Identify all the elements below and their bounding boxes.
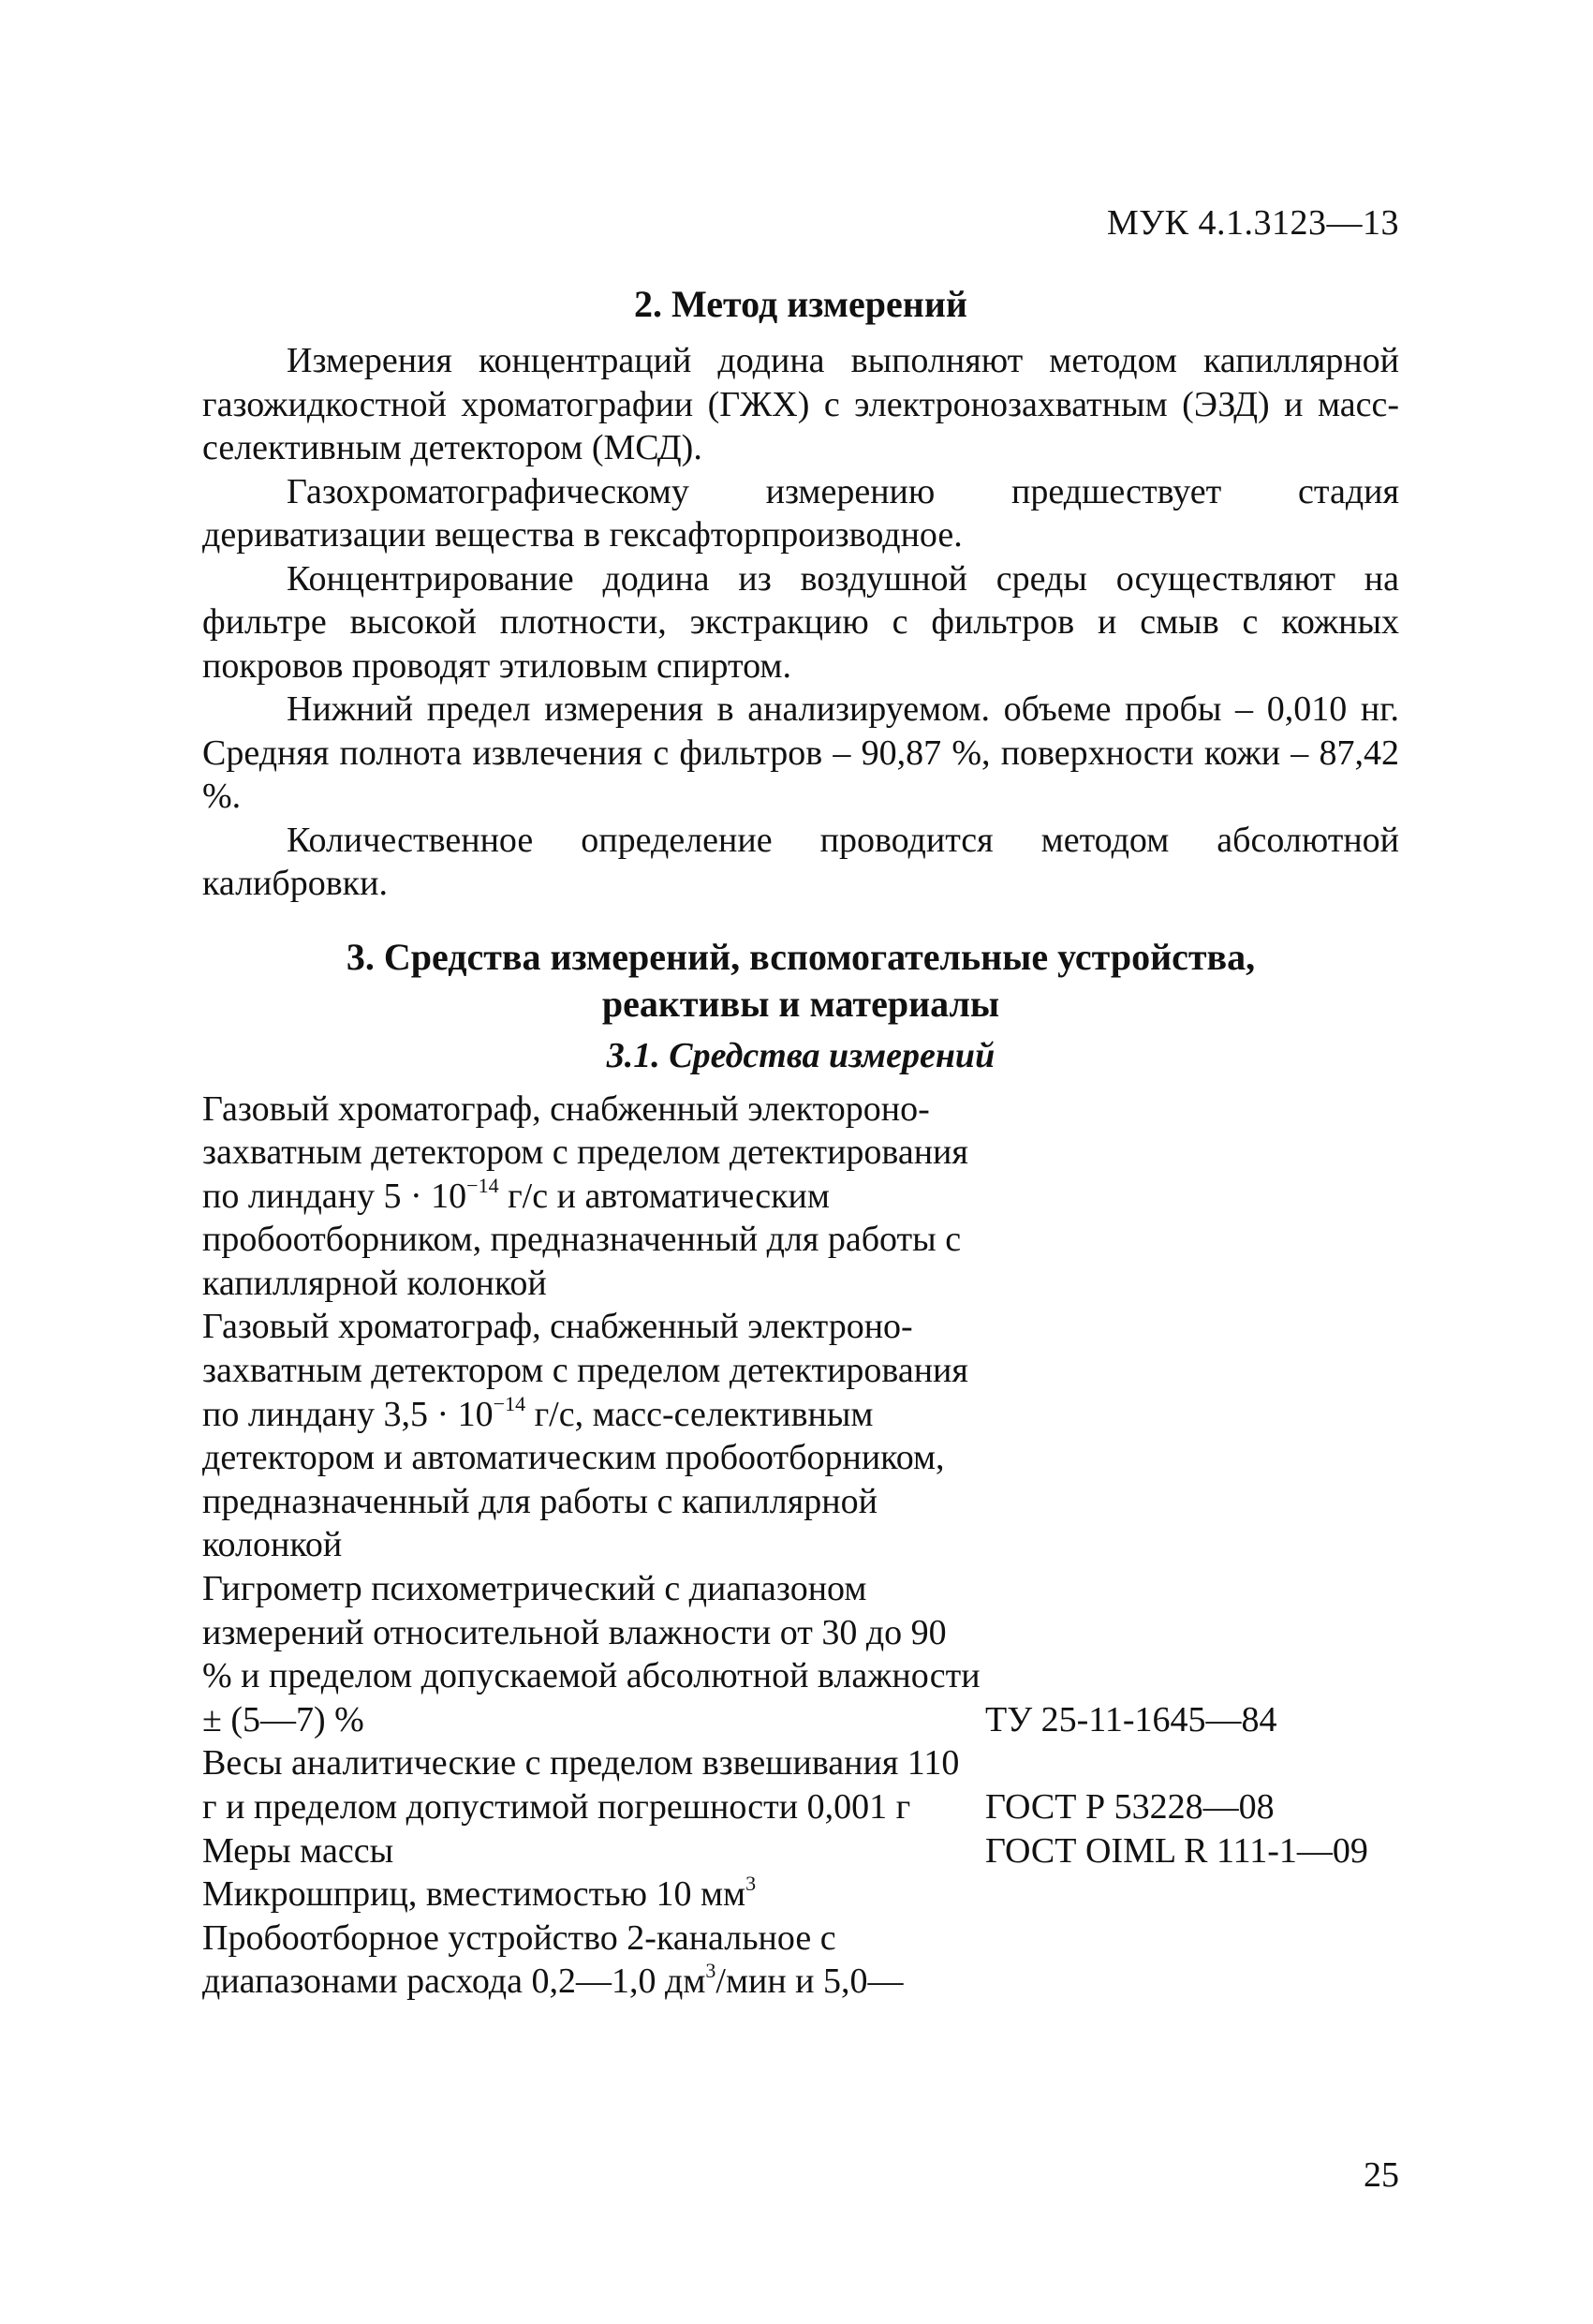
section-2-paragraph-1: Измерения концентраций додина выполняют методом капиллярной газожидкостной хроматографии (ГЖХ) с электронозахватным (ЭЗД) и масс-селективным детектором (МСД). <box>202 341 1399 467</box>
instrument-row <box>202 1873 1399 1917</box>
instrument-text-continued: /мин и 5,0— <box>715 1961 904 2002</box>
superscript: 3 <box>705 1959 716 1983</box>
instrument-description <box>202 1088 981 1306</box>
superscript: −14 <box>493 1391 526 1415</box>
instrument-row <box>202 1917 1399 2004</box>
subsection-3-1-title: 3.1. Средства измерений <box>606 1035 996 1075</box>
instrument-text: Весы аналитические с пределом взвешивания 110 г и пределом допустимой погрешности 0,001 г <box>202 1743 960 1827</box>
section-3-title-line-1: 3. Средства измерений, вспомогательные устройства, <box>346 935 1256 978</box>
instrument-row <box>202 1088 1399 1306</box>
instrument-row <box>202 1829 1399 1873</box>
instruments-list <box>202 1088 1399 2004</box>
instrument-description <box>202 1305 981 1567</box>
superscript: −14 <box>466 1173 499 1197</box>
instrument-text: Газовый хроматограф, снабженный электоронозахватным детектором с пределом детектирования по линдану 5 · 10 <box>202 1088 968 1216</box>
instrument-standard: ГОСТ OIML R 111-1—09 <box>985 1830 1368 1871</box>
superscript: 3 <box>745 1872 757 1896</box>
instrument-row <box>202 1305 1399 1567</box>
document-code: МУК 4.1.3123—13 <box>1106 203 1399 243</box>
instrument-text: Гигрометр психометрический с диапазоном измерений относительной влажности от 30 до 90 % и пределом допускаемой абсолютной влажности ± (5—7) % <box>202 1569 981 1739</box>
section-2-paragraph-3: Концентрирование додина из воздушной среды осуществляют на фильтре высокой плотности, экстракцию с фильтров и смыв с кожных покровов проводят этиловым спиртом. <box>202 558 1399 686</box>
instrument-standard: ГОСТ Р 53228—08 <box>985 1787 1275 1827</box>
instrument-row <box>202 1741 1399 1828</box>
section-2-paragraph-5: Количественное определение проводится методом абсолютной калибровки. <box>202 820 1399 903</box>
instrument-text: Меры массы <box>202 1830 394 1871</box>
instrument-text-continued: г/с, масс-селективным детектором и автоматическим пробоотборником, предназначенный для работы с капиллярной колонкой <box>202 1394 945 1565</box>
instrument-description <box>202 1917 981 2004</box>
instrument-text-continued: г/с и автоматическим пробоотборником, предназначенный для работы с капиллярной колонкой <box>202 1176 962 1303</box>
section-2-title: 2. Метод измерений <box>634 283 967 325</box>
section-2-paragraph-4: Нижний предел измерения в анализируемом. объеме пробы – 0,010 нг. Средняя полнота извлечения с фильтров – 90,87 %, поверхности кожи – 87,42 %. <box>202 689 1399 816</box>
section-3-title-line-2: реактивы и материалы <box>601 982 1000 1025</box>
instrument-text: Газовый хроматограф, снабженный электронозахватным детектором с пределом детектирования по линдану 3,5 · 10 <box>202 1307 968 1434</box>
section-2-paragraph-2: Газохроматографическому измерению предшествует стадия дериватизации вещества в гексафторпроизводное. <box>202 471 1399 555</box>
instrument-row <box>202 1567 1399 1741</box>
instrument-description <box>202 1741 981 1828</box>
instrument-standard: ТУ 25-11-1645—84 <box>985 1699 1277 1739</box>
section-3-title <box>202 934 1399 1028</box>
page-number: 25 <box>1364 2155 1399 2195</box>
page-content <box>202 281 1399 2004</box>
instrument-description <box>202 1873 981 1917</box>
instrument-text: Микрошприц, вместимостью 10 мм <box>202 1874 746 1915</box>
instrument-text: Пробоотборное устройство 2-канальное с диапазонами расхода 0,2—1,0 дм <box>202 1917 836 2002</box>
instrument-description <box>202 1567 981 1741</box>
instrument-description <box>202 1829 981 1873</box>
